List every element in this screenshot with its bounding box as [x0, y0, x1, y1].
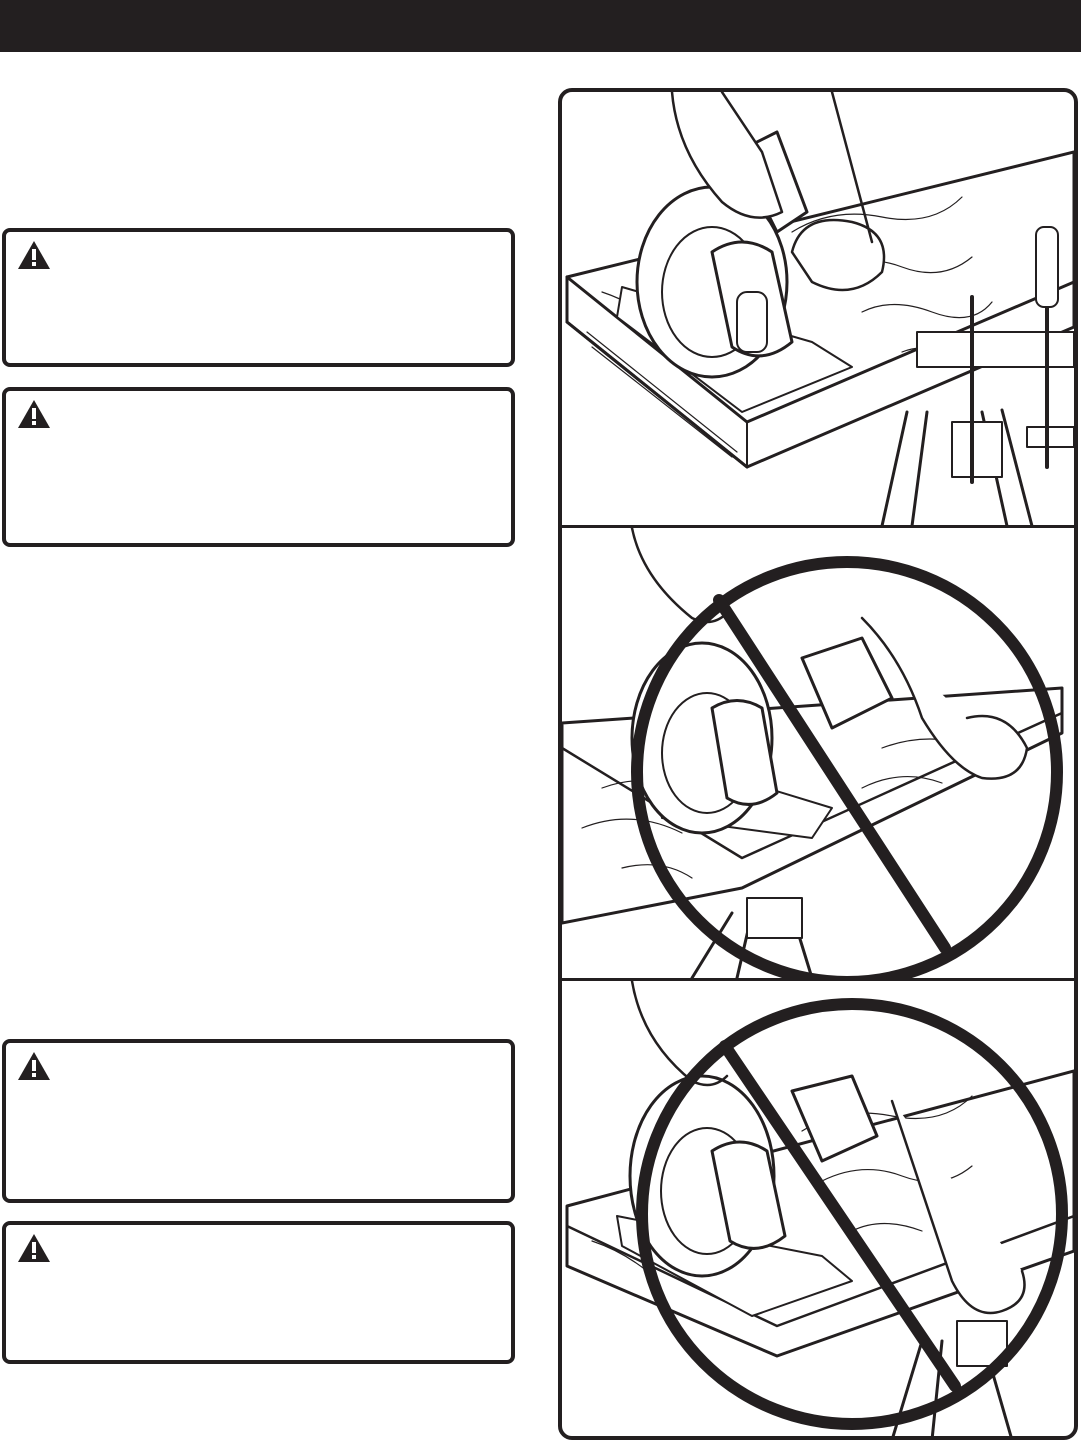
figure-panel: [558, 88, 1078, 1440]
figure-incorrect-support-2: [562, 981, 1074, 1440]
header-bar: [0, 0, 1081, 52]
warning-triangle-icon: [17, 399, 51, 429]
warning-box-2: [2, 387, 515, 547]
warning-triangle-icon: [17, 1051, 51, 1081]
figure-incorrect-support-1: [562, 528, 1074, 978]
figure-correct-support: [562, 92, 1074, 526]
warning-triangle-icon: [17, 1233, 51, 1263]
warning-box-1: [2, 228, 515, 367]
warning-triangle-icon: [17, 240, 51, 270]
warning-box-4: [2, 1221, 515, 1364]
warning-box-3: [2, 1039, 515, 1203]
